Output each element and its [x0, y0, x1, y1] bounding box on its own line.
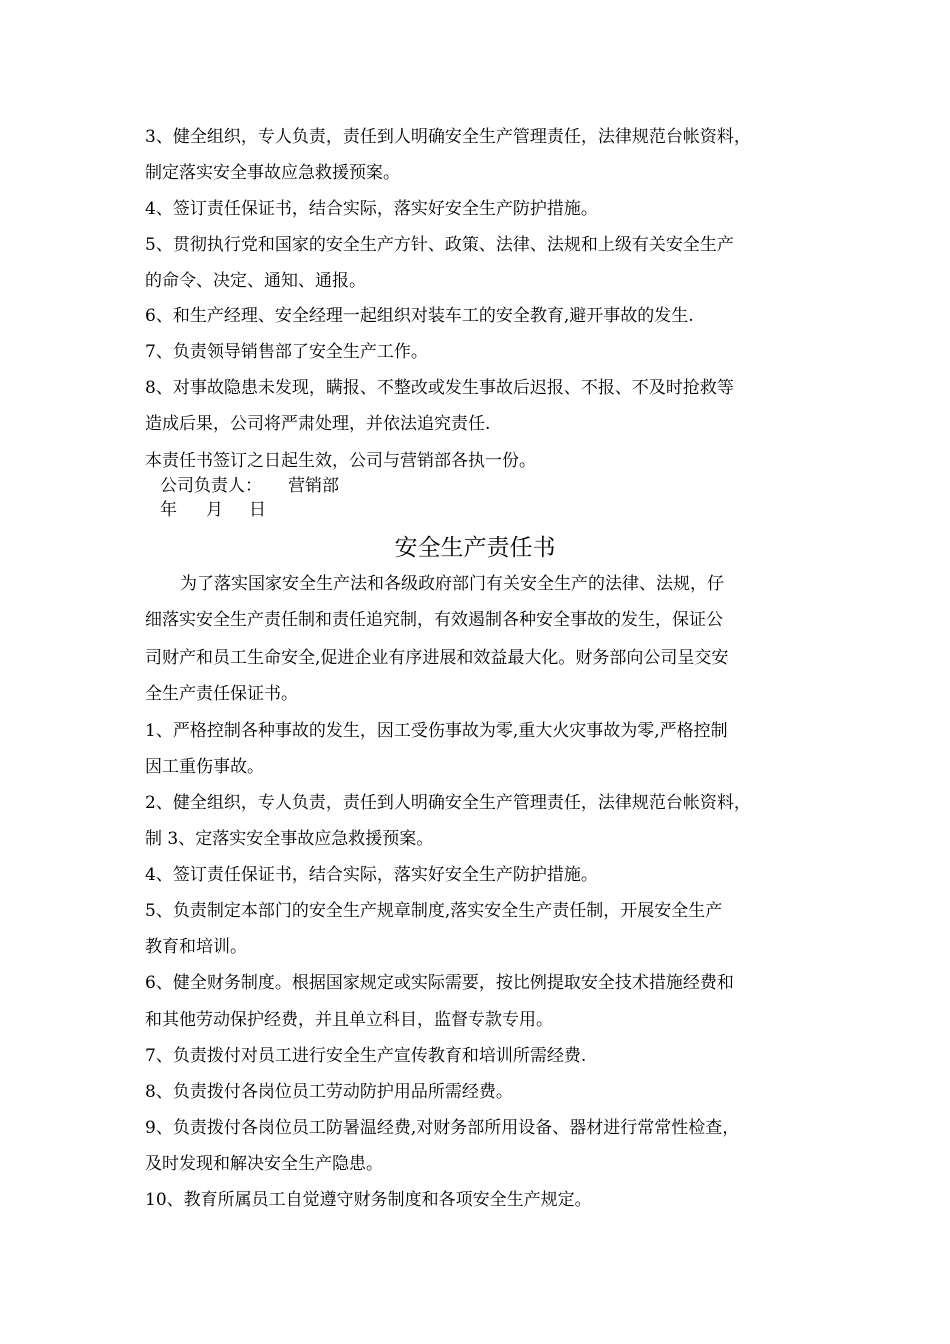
signature-row	[160, 475, 339, 497]
paragraph-line: 教育和培训。	[145, 937, 247, 957]
paragraph-line: 和其他劳动保护经费，并且单立科目，监督专款专用。	[145, 1010, 553, 1030]
paragraph-line: 因工重伤事故。	[145, 757, 264, 777]
paragraph-line: 9、负责拨付各岗位员工防暑温经费,对财务部所用设备、器材进行常常性检查，	[145, 1118, 740, 1138]
date-month: 月	[206, 500, 223, 520]
paragraph-line: 3、健全组织，专人负责，责任到人明确安全生产管理责任，法律规范台帐资料，	[145, 127, 751, 147]
paragraph-line: 造成后果，公司将严肃处理，并依法追究责任.	[145, 414, 491, 434]
paragraph-line: 6、和生产经理、安全经理一起组织对装车工的安全教育,避开事故的发生.	[145, 306, 694, 326]
date-day: 日	[249, 500, 266, 520]
paragraph-line: 细落实安全生产责任制和责任追究制，有效遏制各种安全事故的发生，保证公	[145, 610, 723, 630]
date-year: 年	[160, 500, 177, 520]
paragraph-line: 及时发现和解决安全生产隐患。	[145, 1154, 383, 1174]
paragraph-line: 司财产和员工生命安全,促进企业有序进展和效益最大化。财务部向公司呈交安	[145, 648, 729, 668]
paragraph-line: 7、负责领导销售部了安全生产工作。	[145, 342, 428, 362]
dept-signer-label: 营销部	[288, 476, 339, 496]
paragraph-line: 2、健全组织，专人负责，责任到人明确安全生产管理责任，法律规范台帐资料，	[145, 793, 751, 813]
paragraph-line: 制 3、定落实安全事故应急救援预案。	[145, 829, 434, 849]
paragraph-line: 的命令、决定、通知、通报。	[145, 271, 366, 291]
paragraph-line: 全生产责任保证书。	[145, 684, 298, 704]
paragraph-line: 8、对事故隐患未发现，瞒报、不整改或发生事故后迟报、不报、不及时抢救等	[145, 378, 734, 398]
document-title: 安全生产责任书	[394, 535, 556, 561]
paragraph-line: 制定落实安全事故应急救援预案。	[145, 163, 400, 183]
paragraph-line: 6、健全财务制度。根据国家规定或实际需要，按比例提取安全技术措施经费和	[145, 973, 734, 993]
date-row	[160, 499, 266, 521]
paragraph-line: 4、签订责任保证书，结合实际，落实好安全生产防护措施。	[145, 199, 598, 219]
paragraph-line: 4、签订责任保证书，结合实际，落实好安全生产防护措施。	[145, 865, 598, 885]
paragraph-line: 8、负责拨付各岗位员工劳动防护用品所需经费。	[145, 1082, 513, 1102]
paragraph-line: 5、负责制定本部门的安全生产规章制度,落实安全生产责任制，开展安全生产	[145, 901, 723, 921]
company-signer-label: 公司负责人：	[160, 476, 262, 496]
paragraph-line: 为了落实国家安全生产法和各级政府部门有关安全生产的法律、法规，仔	[180, 574, 724, 594]
paragraph-line: 10、教育所属员工自觉遵守财务制度和各项安全生产规定。	[145, 1190, 592, 1210]
paragraph-line: 1、严格控制各种事故的发生，因工受伤事故为零,重大火灾事故为零,严格控制	[145, 721, 728, 741]
effective-clause: 本责任书签订之日起生效，公司与营销部各执一份。	[145, 451, 536, 471]
paragraph-line: 5、贯彻执行党和国家的安全生产方针、政策、法律、法规和上级有关安全生产	[145, 235, 734, 255]
paragraph-line: 7、负责拨付对员工进行安全生产宣传教育和培训所需经费.	[145, 1046, 587, 1066]
